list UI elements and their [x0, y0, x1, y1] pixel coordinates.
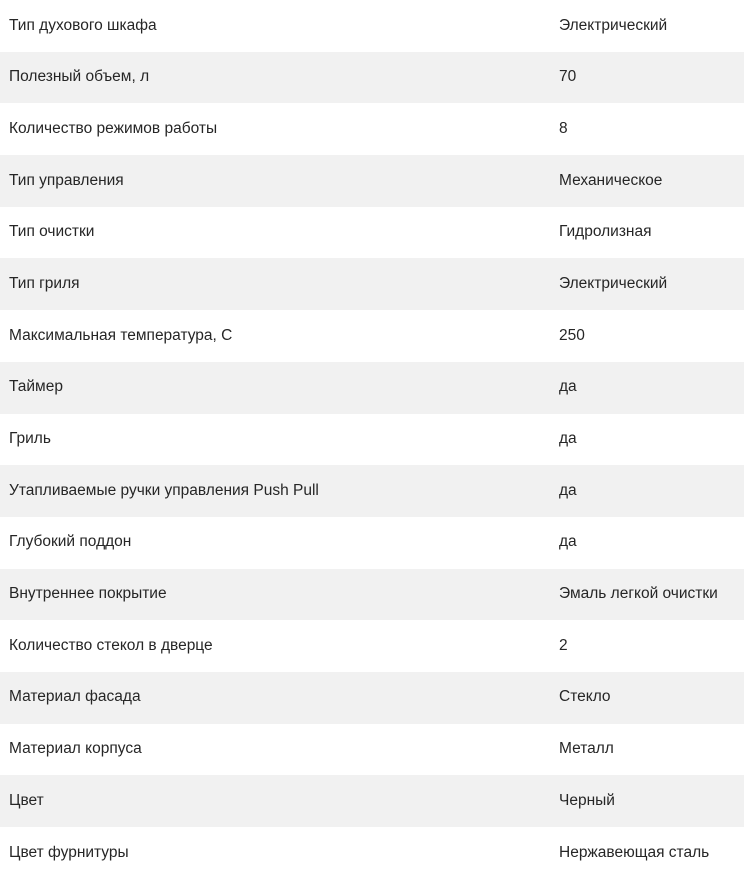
spec-value: 8: [559, 119, 568, 137]
spec-value: да: [559, 533, 577, 551]
spec-row-deep-tray: [0, 517, 744, 569]
spec-value: Стекло: [559, 688, 611, 706]
spec-label: Материал корпуса: [9, 740, 142, 758]
spec-value: Эмаль легкой очистки: [559, 585, 718, 603]
spec-value: Электрический: [559, 274, 668, 292]
spec-value: Металл: [559, 740, 614, 758]
spec-value: Черный: [559, 791, 615, 809]
spec-value: да: [559, 481, 577, 499]
spec-row-door-glasses: [0, 620, 744, 672]
spec-label: Внутреннее покрытие: [9, 585, 167, 603]
spec-value: да: [559, 378, 577, 396]
spec-value: Нержавеющая сталь: [559, 843, 710, 861]
spec-row-timer: [0, 362, 744, 414]
spec-value: 250: [559, 326, 585, 344]
spec-value: Гидролизная: [559, 223, 652, 241]
spec-value: 70: [559, 68, 577, 86]
spec-row-modes: [0, 103, 744, 155]
spec-value: Механическое: [559, 171, 663, 189]
spec-label: Цвет фурнитуры: [9, 843, 129, 861]
spec-row-inner-coating: [0, 569, 744, 621]
spec-value: 2: [559, 636, 568, 654]
spec-label: Полезный объем, л: [9, 68, 150, 86]
spec-row-grill: [0, 414, 744, 466]
spec-label: Тип гриля: [9, 274, 80, 292]
spec-label: Таймер: [9, 378, 63, 396]
spec-row-facade-material: [0, 672, 744, 724]
spec-row-control-type: [0, 155, 744, 207]
spec-label: Количество режимов работы: [9, 119, 218, 137]
spec-row-volume: [0, 52, 744, 104]
spec-label: Тип очистки: [9, 223, 95, 241]
spec-label: Материал фасада: [9, 688, 141, 706]
spec-label: Количество стекол в дверце: [9, 636, 213, 654]
spec-row-oven-type: [0, 0, 744, 52]
spec-row-cleaning-type: [0, 207, 744, 259]
spec-label: Тип управления: [9, 171, 124, 189]
spec-row-grill-type: [0, 258, 744, 310]
spec-value: Электрический: [559, 16, 668, 34]
spec-label: Глубокий поддон: [9, 533, 132, 551]
spec-row-fittings-color: [0, 827, 744, 879]
spec-label: Гриль: [9, 430, 51, 448]
spec-row-max-temperature: [0, 310, 744, 362]
spec-row-color: [0, 775, 744, 827]
spec-label: Цвет: [9, 791, 44, 809]
spec-row-body-material: [0, 724, 744, 776]
spec-row-push-pull-knobs: [0, 465, 744, 517]
spec-label: Максимальная температура, С: [9, 326, 233, 344]
spec-value: да: [559, 430, 577, 448]
spec-label: Тип духового шкафа: [9, 16, 157, 34]
spec-label: Утапливаемые ручки управления Push Pull: [9, 481, 319, 499]
